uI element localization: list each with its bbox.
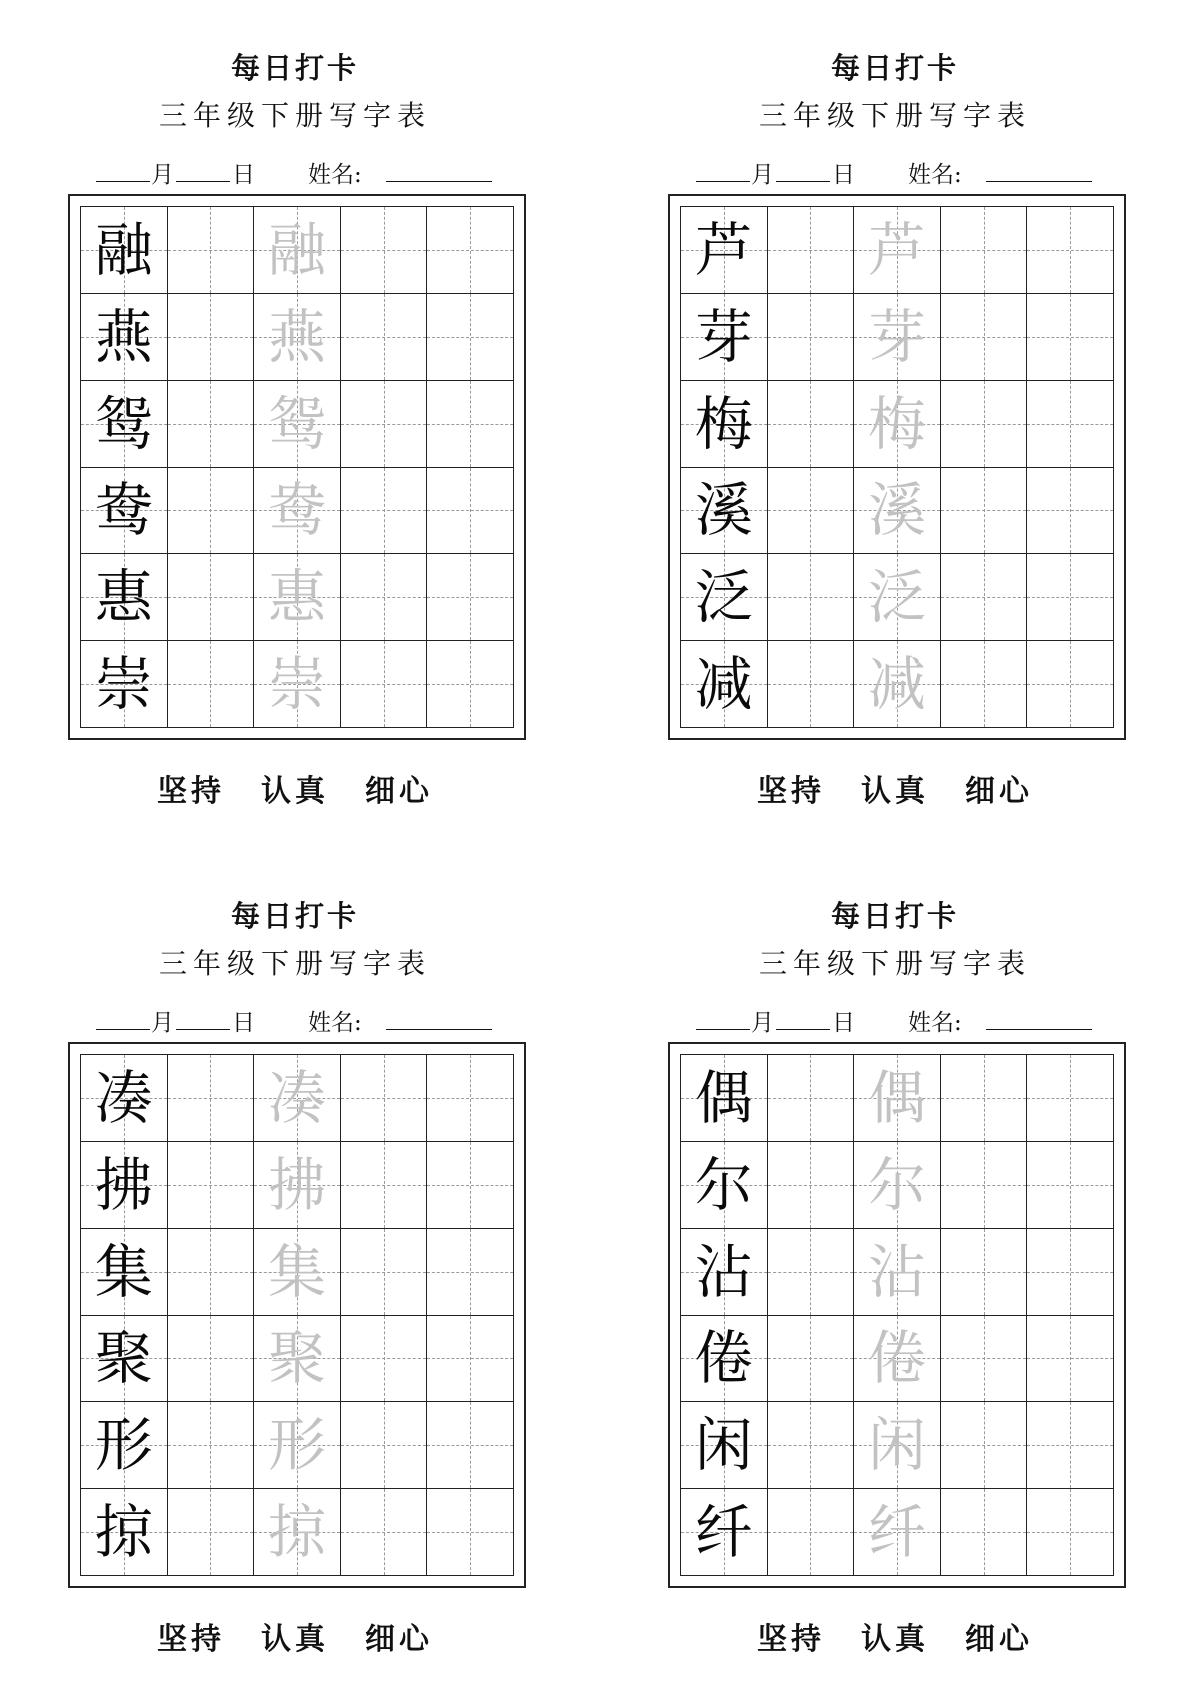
tianzige-cell[interactable]	[941, 207, 1028, 294]
model-character: 集	[94, 1237, 153, 1306]
tianzige-cell[interactable]	[168, 381, 255, 468]
model-character: 泛	[694, 563, 753, 632]
tianzige-cell[interactable]	[941, 1316, 1028, 1403]
tianzige-cell[interactable]	[341, 554, 428, 641]
tianzige-cell[interactable]	[1027, 1316, 1114, 1403]
name-blank[interactable]	[386, 1028, 492, 1030]
tianzige-cell[interactable]	[254, 1055, 341, 1142]
day-label: 日	[832, 162, 855, 188]
day-label: 日	[232, 162, 255, 188]
model-character: 融	[94, 215, 153, 284]
model-character: 拂	[94, 1150, 153, 1219]
tianzige-cell	[681, 1142, 768, 1229]
tianzige-cell	[681, 468, 768, 555]
trace-character: 尔	[867, 1150, 926, 1219]
trace-character: 纤	[867, 1498, 926, 1567]
tianzige-cell[interactable]	[341, 1316, 428, 1403]
model-character: 鸯	[94, 476, 153, 545]
month-label: 月	[151, 1010, 174, 1036]
model-character: 鸳	[94, 389, 153, 458]
tianzige-cell[interactable]	[427, 294, 514, 381]
tianzige-cell[interactable]	[768, 1055, 855, 1142]
card-title: 每日打卡	[830, 899, 959, 933]
tianzige-cell[interactable]	[427, 641, 514, 728]
motto-line	[660, 766, 1130, 810]
motto-word: 坚持	[757, 1622, 825, 1657]
day-blank[interactable]	[176, 1028, 230, 1030]
tianzige-cell[interactable]	[341, 468, 428, 555]
writing-grid-frame	[68, 194, 526, 740]
tianzige-cell[interactable]	[341, 1229, 428, 1316]
practice-card	[60, 38, 530, 838]
motto-word: 细心	[365, 1622, 433, 1657]
tianzige-cell[interactable]	[941, 641, 1028, 728]
tianzige-cell[interactable]	[854, 1229, 941, 1316]
month-label: 月	[151, 162, 174, 188]
trace-character: 偶	[867, 1063, 926, 1132]
motto-word: 细心	[365, 774, 433, 809]
day-blank[interactable]	[776, 180, 830, 182]
tianzige-cell[interactable]	[168, 468, 255, 555]
tianzige-cell[interactable]	[168, 294, 255, 381]
model-character: 偶	[694, 1063, 753, 1132]
day-label: 日	[832, 1010, 855, 1036]
tianzige-cell[interactable]	[168, 1142, 255, 1229]
tianzige-cell[interactable]	[854, 641, 941, 728]
month-blank[interactable]	[96, 180, 150, 182]
tianzige-cell	[81, 381, 168, 468]
trace-character: 融	[267, 215, 326, 284]
model-character: 倦	[694, 1324, 753, 1393]
tianzige-cell	[81, 468, 168, 555]
day-blank[interactable]	[176, 180, 230, 182]
tianzige-cell[interactable]	[768, 1229, 855, 1316]
tianzige-cell	[81, 1316, 168, 1403]
tianzige-cell[interactable]	[427, 1229, 514, 1316]
card-title: 每日打卡	[230, 899, 359, 933]
name-label: 姓名:	[308, 162, 362, 188]
tianzige-cell	[681, 207, 768, 294]
tianzige-cell[interactable]	[254, 1316, 341, 1403]
tianzige-cell[interactable]	[427, 468, 514, 555]
tianzige-cell[interactable]	[1027, 1055, 1114, 1142]
tianzige-cell[interactable]	[168, 1489, 255, 1576]
tianzige-cell	[681, 1316, 768, 1403]
tianzige-cell[interactable]	[1027, 468, 1114, 555]
tianzige-cell[interactable]	[254, 207, 341, 294]
motto-word: 坚持	[157, 1622, 225, 1657]
tianzige-cell[interactable]	[1027, 641, 1114, 728]
tianzige-cell[interactable]	[341, 1489, 428, 1576]
tianzige-cell	[81, 1055, 168, 1142]
card-subtitle: 三年级下册写字表	[158, 947, 431, 980]
card-title: 每日打卡	[830, 51, 959, 85]
tianzige-cell	[81, 207, 168, 294]
model-character: 芽	[694, 302, 753, 371]
motto-line	[60, 1614, 530, 1658]
tianzige-cell[interactable]	[768, 468, 855, 555]
month-blank[interactable]	[96, 1028, 150, 1030]
name-label: 姓名:	[908, 162, 962, 188]
tianzige-cell[interactable]	[427, 207, 514, 294]
tianzige-cell	[81, 1142, 168, 1229]
tianzige-cell[interactable]	[168, 1402, 255, 1489]
motto-word: 细心	[965, 1622, 1033, 1657]
model-character: 燕	[94, 302, 153, 371]
name-label: 姓名:	[908, 1010, 962, 1036]
trace-character: 泛	[867, 563, 926, 632]
tianzige-cell[interactable]	[254, 641, 341, 728]
tianzige-cell[interactable]	[768, 207, 855, 294]
month-label: 月	[751, 1010, 774, 1036]
tianzige-cell[interactable]	[1027, 1402, 1114, 1489]
model-character: 凑	[94, 1063, 153, 1132]
trace-character: 闲	[867, 1411, 926, 1480]
motto-word: 坚持	[157, 774, 225, 809]
tianzige-cell[interactable]	[254, 1229, 341, 1316]
tianzige-cell[interactable]	[254, 554, 341, 641]
tianzige-cell[interactable]	[941, 1055, 1028, 1142]
tianzige-cell[interactable]	[941, 554, 1028, 641]
tianzige-cell[interactable]	[254, 1489, 341, 1576]
writing-grid	[680, 206, 1114, 728]
tianzige-cell[interactable]	[1027, 1489, 1114, 1576]
trace-character: 掠	[267, 1498, 326, 1567]
tianzige-cell	[681, 381, 768, 468]
tianzige-cell[interactable]	[941, 1489, 1028, 1576]
tianzige-cell[interactable]	[768, 1402, 855, 1489]
tianzige-cell	[81, 1402, 168, 1489]
tianzige-cell[interactable]	[427, 1316, 514, 1403]
trace-character: 形	[267, 1411, 326, 1480]
tianzige-cell[interactable]	[768, 294, 855, 381]
tianzige-cell[interactable]	[854, 554, 941, 641]
writing-grid-frame	[668, 1042, 1126, 1588]
tianzige-cell[interactable]	[941, 1229, 1028, 1316]
practice-card	[660, 38, 1130, 838]
model-character: 惠	[94, 563, 153, 632]
tianzige-cell	[81, 641, 168, 728]
tianzige-cell[interactable]	[341, 1142, 428, 1229]
date-name-line	[96, 156, 528, 188]
tianzige-cell	[681, 1402, 768, 1489]
tianzige-cell[interactable]	[768, 1316, 855, 1403]
writing-grid-frame	[668, 194, 1126, 740]
month-label: 月	[751, 162, 774, 188]
tianzige-cell	[81, 1229, 168, 1316]
name-blank[interactable]	[386, 180, 492, 182]
model-character: 掠	[94, 1498, 153, 1567]
tianzige-cell[interactable]	[427, 554, 514, 641]
tianzige-cell[interactable]	[168, 1055, 255, 1142]
trace-character: 拂	[267, 1150, 326, 1219]
card-subtitle: 三年级下册写字表	[758, 99, 1031, 132]
tianzige-cell[interactable]	[341, 381, 428, 468]
motto-word: 坚持	[757, 774, 825, 809]
name-blank[interactable]	[986, 1028, 1092, 1030]
trace-character: 崇	[267, 650, 326, 719]
tianzige-cell[interactable]	[254, 294, 341, 381]
date-name-line	[696, 156, 1128, 188]
trace-character: 凑	[267, 1063, 326, 1132]
model-character: 溪	[694, 476, 753, 545]
tianzige-cell[interactable]	[254, 1402, 341, 1489]
card-subtitle: 三年级下册写字表	[758, 947, 1031, 980]
trace-character: 沾	[867, 1237, 926, 1306]
date-name-line	[96, 1004, 528, 1036]
tianzige-cell[interactable]	[941, 468, 1028, 555]
trace-character: 梅	[867, 389, 926, 458]
tianzige-cell[interactable]	[854, 1142, 941, 1229]
tianzige-cell[interactable]	[168, 1229, 255, 1316]
tianzige-cell[interactable]	[168, 1316, 255, 1403]
tianzige-cell	[681, 294, 768, 381]
tianzige-cell[interactable]	[768, 1489, 855, 1576]
tianzige-cell[interactable]	[427, 1055, 514, 1142]
tianzige-cell[interactable]	[168, 207, 255, 294]
tianzige-cell	[81, 1489, 168, 1576]
tianzige-cell[interactable]	[168, 554, 255, 641]
month-blank[interactable]	[696, 1028, 750, 1030]
tianzige-cell[interactable]	[341, 1402, 428, 1489]
tianzige-cell[interactable]	[1027, 381, 1114, 468]
model-character: 崇	[94, 650, 153, 719]
tianzige-cell[interactable]	[1027, 294, 1114, 381]
tianzige-cell[interactable]	[854, 1402, 941, 1489]
tianzige-cell[interactable]	[768, 554, 855, 641]
card-subtitle: 三年级下册写字表	[158, 99, 431, 132]
trace-character: 聚	[267, 1324, 326, 1393]
tianzige-cell[interactable]	[854, 207, 941, 294]
tianzige-cell	[681, 641, 768, 728]
tianzige-cell[interactable]	[941, 1142, 1028, 1229]
tianzige-cell	[681, 1055, 768, 1142]
tianzige-cell[interactable]	[854, 1055, 941, 1142]
writing-grid	[80, 206, 514, 728]
model-character: 梅	[694, 389, 753, 458]
model-character: 沾	[694, 1237, 753, 1306]
motto-line	[660, 1614, 1130, 1658]
tianzige-cell[interactable]	[341, 294, 428, 381]
tianzige-cell[interactable]	[341, 1055, 428, 1142]
motto-line	[60, 766, 530, 810]
name-blank[interactable]	[986, 180, 1092, 182]
model-character: 聚	[94, 1324, 153, 1393]
card-title: 每日打卡	[230, 51, 359, 85]
practice-card	[660, 886, 1130, 1686]
tianzige-cell[interactable]	[1027, 1142, 1114, 1229]
tianzige-cell[interactable]	[854, 1316, 941, 1403]
model-character: 减	[694, 650, 753, 719]
tianzige-cell[interactable]	[768, 1142, 855, 1229]
day-blank[interactable]	[776, 1028, 830, 1030]
motto-word: 认真	[861, 774, 929, 809]
tianzige-cell	[681, 1489, 768, 1576]
motto-word: 认真	[261, 1622, 329, 1657]
trace-character: 鸳	[267, 389, 326, 458]
trace-character: 减	[867, 650, 926, 719]
model-character: 闲	[694, 1411, 753, 1480]
model-character: 尔	[694, 1150, 753, 1219]
practice-card	[60, 886, 530, 1686]
tianzige-cell[interactable]	[941, 294, 1028, 381]
day-label: 日	[232, 1010, 255, 1036]
tianzige-cell[interactable]	[427, 1402, 514, 1489]
motto-word: 认真	[861, 1622, 929, 1657]
tianzige-cell[interactable]	[168, 641, 255, 728]
writing-grid	[80, 1054, 514, 1576]
tianzige-cell	[681, 554, 768, 641]
trace-character: 燕	[267, 302, 326, 371]
tianzige-cell[interactable]	[254, 381, 341, 468]
date-name-line	[696, 1004, 1128, 1036]
month-blank[interactable]	[696, 180, 750, 182]
tianzige-cell[interactable]	[427, 1142, 514, 1229]
model-character: 形	[94, 1411, 153, 1480]
trace-character: 惠	[267, 563, 326, 632]
tianzige-cell[interactable]	[1027, 554, 1114, 641]
tianzige-cell[interactable]	[854, 1489, 941, 1576]
tianzige-cell[interactable]	[854, 381, 941, 468]
tianzige-cell[interactable]	[427, 381, 514, 468]
tianzige-cell[interactable]	[254, 468, 341, 555]
tianzige-cell	[81, 554, 168, 641]
tianzige-cell[interactable]	[854, 468, 941, 555]
tianzige-cell[interactable]	[941, 381, 1028, 468]
trace-character: 溪	[867, 476, 926, 545]
motto-word: 细心	[965, 774, 1033, 809]
tianzige-cell	[681, 1229, 768, 1316]
tianzige-cell[interactable]	[341, 207, 428, 294]
tianzige-cell[interactable]	[768, 641, 855, 728]
tianzige-cell[interactable]	[341, 641, 428, 728]
tianzige-cell[interactable]	[941, 1402, 1028, 1489]
trace-character: 倦	[867, 1324, 926, 1393]
trace-character: 芦	[867, 215, 926, 284]
writing-grid	[680, 1054, 1114, 1576]
tianzige-cell[interactable]	[768, 381, 855, 468]
writing-grid-frame	[68, 1042, 526, 1588]
tianzige-cell[interactable]	[854, 294, 941, 381]
tianzige-cell[interactable]	[427, 1489, 514, 1576]
model-character: 芦	[694, 215, 753, 284]
trace-character: 芽	[867, 302, 926, 371]
tianzige-cell[interactable]	[1027, 207, 1114, 294]
trace-character: 鸯	[267, 476, 326, 545]
name-label: 姓名:	[308, 1010, 362, 1036]
tianzige-cell	[81, 294, 168, 381]
tianzige-cell[interactable]	[254, 1142, 341, 1229]
trace-character: 集	[267, 1237, 326, 1306]
tianzige-cell[interactable]	[1027, 1229, 1114, 1316]
motto-word: 认真	[261, 774, 329, 809]
model-character: 纤	[694, 1498, 753, 1567]
